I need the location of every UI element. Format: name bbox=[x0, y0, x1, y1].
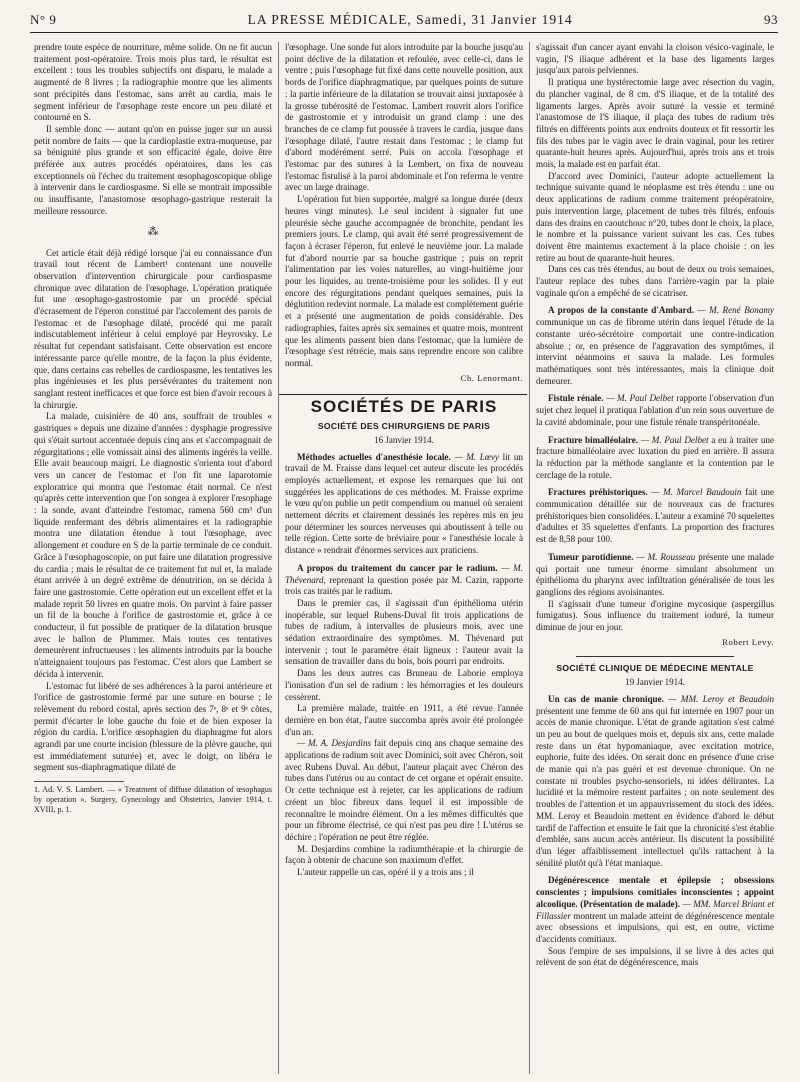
society-title: SOCIÉTÉ DES CHIRURGIENS DE PARIS bbox=[317, 421, 491, 432]
paragraph: prendre toute espèce de nourriture, même solide. On ne fit aucun traitement post-opératoire. Trois mois plus tard, le résultat est excellent : tous les troubles subjectifs ont disparu, le malade a augmenté de 8 livres ; la radiographie montre que les aliments sont précipités dans l'estomac, sans arrêt au cardia, mais le segment inférieur de l'œsophage reste encore un peu dilaté et contourné en S. bbox=[34, 42, 272, 123]
paragraph: La première malade, traitée en 1911, a été revue l'année dernière en bon état, l'autre succomba après avoir été prolongée d'un an. bbox=[285, 703, 523, 737]
entry bbox=[285, 563, 523, 598]
entry-text: présente une malade qui portait une tumeur énorme simulant absolument un épithélioma du pharynx avec infiltration généralisée de tous les ganglions des régions avoisinantes. bbox=[536, 551, 774, 597]
entry bbox=[536, 487, 774, 546]
issue-number: N° 9 bbox=[30, 12, 57, 27]
paragraph: La malade, cuisinière de 40 ans, souffrait de troubles « gastriques » depuis une dizaine d'années : dysphagie progressive qui s'était surtout accentuée depuis cinq ans et s'accompagnait de régurgitations ; elle vomissait ainsi des aliments ingérés la veille. Elle avait beaucoup maigri. Le diagnostic s'orienta tout d'abord vers un cancer de l'estomac et l'on fit une laparotomie exploratrice qui montra que l'estomac était normal. Ce n'est qu'après cette intervention que l'on songea à explorer l'œsophage : la sonde, avant d'atteindre l'estomac, ramena 560 cm³ d'un liquide renfermant des débris alimentaires et la radiographie montra une dilatation étendue à tout l'œsophage, avec allongement et coudure en S de la partie terminale de ce conduit. Grâce à l'œsophagoscopie, on put faire une dilatation progressive du cardia ; mais le résultat de ce traitement fut nul et, la malade étant arrivée à un degré extrême de dénutrition, on se décida à faire une gastrostomie. Cette opération eut un excellent effet et la malade reprit 50 livres en quatre mois. On parvint à faire passer un fil de la bouche à l'orifice de gastrostomie et, grâce à ce conducteur, il fut possible de pratiquer de la dilatation brusque avec le ballon de Plummer. Mais toutes ces tentatives demeurèrent infructueuses : les aliments introduits par la bouche n'atteignaient toujours pas l'estomac. C'est alors que Lambert se décida à intervenir. bbox=[34, 411, 272, 679]
section-separator bbox=[576, 656, 734, 657]
entry-author: — M. A. Desjardins bbox=[297, 738, 372, 749]
column-1 bbox=[30, 42, 276, 1074]
columns bbox=[30, 42, 778, 1074]
page-number: 93 bbox=[764, 12, 778, 27]
paragraph: s'agissait d'un cancer ayant envahi la cloison vésico-vaginale, le vagin, l'S iliaque adhérent et la base des ligaments larges jusqu'aux parois pelviennes. bbox=[536, 42, 774, 76]
entry-text: montrent un malade atteint de dégénérescence mentale avec obsessions et impulsions, qui est, en outre, victime d'accidents comitiaux. bbox=[536, 910, 774, 944]
paragraph: L'opération fut bien supportée, malgré sa longue durée (deux heures vingt minutes). Le seul incident à signaler fut une pleurésie sèche gauche accompagnée de bronchite, pendant les premiers jours. Le clamp, qui avait été serré progressivement de façon à écraser l'éperon, fut enlevé le neuvième jour. La malade fut d'abord nourrie par sa bouche gastrique ; puis on reprit l'alimentation par les voies naturelles, au vingt-huitième jour pour les liquides, au trente-troisième pour les solides. Il y eut encore des régurgitations pendant quelques semaines, puis la déglutition redevint normale. La malade est complètement guérie et a présenté une augmentation de poids considérable. Des radiographies, faites après six semaines et quatre mois, montrent que les aliments passent bien dans l'estomac, que la lumière de l'œsophage s'est rétrécie, mais sans reprendre encore son calibre normal. bbox=[285, 194, 523, 368]
entry-text: lit un travail de M. Fraisse dans lequel cet auteur discute les procédés employés actuellement, et expose les remarques que lui ont suggérées les applications de ces méthodes. M. Fraisse exprime le vœu qu'on publie un petit compendium ou manuel où seraient nettement décrits et clairement dessinés les repères mis en jeu pour déterminer les sources nerveuses qui aboutissent à telle ou telle région. Cette sorte de bréviaire pour « l'anesthésie locale à distance » rendrait d'énormes services aux praticiens. bbox=[285, 451, 523, 556]
paragraph: D'accord avec Dominici, l'auteur adopte actuellement la technique suivante quand le néoplasme est très étendu : une ou deux applications de radium comme traitement préopératoire, puis intervention large, placement de tubes très filtrés, enfouis dans des drains en caoutchouc n°20, tubes dont le choix, la place, le nombre et la puissance varient suivant les cas. Ces tubes doivent être maintenus exactement à la place choisie : on les retire au bout de quarante-huit heures. bbox=[536, 170, 774, 263]
entry-text: a eu à traiter une fracture bimalléolaire avec luxation du pied en arrière. Il assura la réduction par la méthode sanglante et la contention par le cerclage de la rotule. bbox=[536, 434, 774, 480]
column-2 bbox=[278, 42, 527, 1074]
paragraph: Dans ces cas très étendus, au bout de deux ou trois semaines, l'auteur replace des tubes dans l'arrière-vagin par la plaie vaginale qu'on a empêché de se cicatriser. bbox=[536, 264, 774, 298]
entry bbox=[536, 875, 774, 945]
entry-author: — MM. Leroy et Beaudoin bbox=[668, 693, 774, 704]
entry bbox=[536, 552, 774, 599]
paragraph: Il semble donc — autant qu'on en puisse juger sur un aussi petit nombre de faits — que la cardioplastie extra-muqueuse, par sa bénignité plus grande et son efficacité égale, doive être préférée aux autres procédés opératoires, dans les cas exceptionnels où l'échec du traitement œsophagoscopique oblige à intervenir dans le cardiospasme. Si elle se montrait impossible ou insuffisante, l'anastomose œsophago-gastrique resterait la meilleure ressource. bbox=[34, 123, 272, 216]
paragraph: L'estomac fut libéré de ses adhérences à la paroi antérieure et l'orifice de gastrostomie fermé par une suture en bourse ; le relèvement du rebord costal, après section des 7ᵉ, 8ᵉ et 9ᵉ côtes, permit d'écarter le lobe gauche du foie et de bien exposer la région du cardia. L'orifice œsophagien du diaphragme fut alors agrandi par une courte incision (blessure de la plèvre gauche, qui est immédiatement suturée) et, avec le doigt, on libéra le segment sus-diaphragmatique dilaté de bbox=[34, 680, 272, 773]
entry bbox=[285, 738, 523, 843]
entry-author: — M. Lœvy bbox=[454, 451, 499, 462]
paragraph: Dans le premier cas, il s'agissait d'un épithélioma utérin inopérable, sur lequel Rubens-Duval fit trois applications de tubes de radium, à intervalles de plusieurs mois, avec une sédation extraordinaire des symptômes. M. Thévenard put intervenir ; tout le paramètre était ligneux : l'auteur avait la sensation de travailler dans du bois, bois pourri par endroits. bbox=[285, 597, 523, 667]
entry bbox=[285, 452, 523, 557]
society-title: SOCIÉTÉ CLINIQUE DE MÉDECINE MENTALE bbox=[556, 663, 754, 674]
masthead bbox=[30, 12, 778, 33]
section-rule bbox=[279, 394, 527, 395]
entry-text: rapporte l'observation d'un sujet chez lequel il pratiqua l'ablation d'un rein sous ouverture de la cavité abdominale, pour une fistule rénale transpéritonéale. bbox=[536, 393, 774, 427]
entry-text: reprenant la question posée par M. Cazin, rapporte trois cas traités par le radium. bbox=[285, 574, 523, 597]
author-signature: Robert Levy. bbox=[722, 636, 774, 647]
entry-author: — M. Marcel Baudouin bbox=[651, 487, 742, 498]
asterism: ⁂ bbox=[147, 225, 159, 238]
entry-author: — M. Rousseau bbox=[636, 551, 696, 562]
entry-title: Fractures préhistoriques. bbox=[548, 487, 648, 498]
entry-text: fait depuis cinq ans chaque semaine des applications de radium soit avec Dominici, soit avec Chéron, soit avec Rubens Duval. Au début, l'auteur plaçait avec Chéron des tubes dans l'utérus ou au contact de cet organe et opérait ensuite. Or cette technique est à rejeter, car les applications de radium créent un bloc fibreux dans lequel il est impossible de reconnaître le moindre élément. On a les mêmes difficultés que pour un fibrome électrisé, ce qui n'est pas peu dire ! L'utérus se déchire ; l'opération ne peut être réglée. bbox=[285, 738, 523, 842]
journal-title: LA PRESSE MÉDICALE, Samedi, 31 Janvier 1914 bbox=[247, 12, 573, 27]
column-3 bbox=[529, 42, 778, 1074]
entry-text: fait une communication détaillée sur de nouveaux cas de fractures préhistoriques bien consolidées. L'auteur a examiné 70 squelettes d'adultes et 35 squelettes d'enfants. La proportion des fractures est de 8,58 pour 100. bbox=[536, 487, 774, 545]
entry-title: Un cas de manie chronique. bbox=[548, 693, 664, 704]
entry-title: Fistule rénale. bbox=[548, 393, 604, 404]
entry-author: — MM. Marcel Briant et Fillassier bbox=[536, 898, 774, 921]
entry-text: communique un cas de fibrome utérin dans lequel l'étude de la constante uréo-sécrétoire comportait une contre-indication absolue ; or, en présence de l'aggravation des symptômes, il intervint néanmoins et sauva la malade. Les formules mathématiques sont très intéressantes, mais la clinique doit demeurer. bbox=[536, 317, 774, 386]
session-date: 19 Janvier 1914. bbox=[625, 677, 685, 688]
entry-title: Fracture bimalléolaire. bbox=[548, 434, 639, 445]
entry-author: — M. Thévenard, bbox=[285, 562, 524, 585]
paragraph: Il s'agissait d'une tumeur d'origine mycosique (aspergillus fumigatus). Sous influence du traitement ioduré, la tumeur diminue de jour en jour. bbox=[536, 598, 774, 633]
entry-title: A propos du traitement du cancer par le radium. bbox=[297, 562, 498, 573]
newspaper-page bbox=[30, 12, 778, 1074]
entry-author: — M. Paul Delbet bbox=[640, 434, 709, 445]
paragraph: Sous l'empire de ses impulsions, il se livre à des actes qui relèvent de son état de dégénérescence, mais bbox=[536, 945, 774, 968]
entry-author: — M. René Bonamy bbox=[697, 305, 775, 316]
entry-title: Dégénérescence mentale et épilepsie ; obsessions conscientes ; impulsions comitiales inconscientes ; appoint alcoolique. (Présentation de malade). bbox=[536, 875, 774, 909]
paragraph: M. Desjardins combine la radiumthérapie et la chirurgie de façon à obtenir de chacune son maximum d'effet. bbox=[285, 843, 523, 866]
paragraph: Il pratiqua une hystérectomie large avec résection du vagin, du plancher vaginal, de 8 cm. d'S iliaque, et de la totalité des ligaments larges. Après avoir suturé la vessie et terminé l'anastomose de l'S iliaque, il plaça des tubes de radium très filtrés en différents points aux endroits douteux et fit ressortir les fils des tubes par le vagin avec le drain vaginal, pour les retirer quarante-huit heures après. Aujourd'hui, après trois ans et trois mois, la malade est en parfait état. bbox=[536, 77, 774, 170]
entry bbox=[536, 393, 774, 428]
entry bbox=[536, 305, 774, 387]
entry-title: A propos de la constante d'Ambard. bbox=[548, 305, 695, 316]
paragraph: Cet article était déjà rédigé lorsque j'ai eu connaissance d'un travail tout récent de Lambert¹ contenant une nouvelle observation d'intervention chirurgicale pour cardiospasme chronique avec dilatation de l'œsophage. L'opération pratiquée fut une œsophago-gastrostomie par un procédé spécial d'écrasement de l'éperon constitué par l'accolement des parois de l'estomac et de l'œsophage dilaté, procédé qui me paraît indiscutablement inférieur à celui employé par Heyrovsky. Le résultat fut cependant satisfaisant. Cette observation est encore intéressante parce qu'elle montre, de la façon la plus évidente, que, dans certains cas rebelles de cardiospasme, les tentatives les plus ingénieuses et les plus persévérantes du traitement non sanglant restent inefficaces et que force est bien d'avoir recours à la chirurgie. bbox=[34, 247, 272, 410]
section-title: SOCIÉTÉS DE PARIS bbox=[310, 397, 498, 417]
entry-text: présentent une femme de 60 ans qui fut internée en 1907 pour un accès de manie chronique. L'état de grande agitation s'est calmé un peu au bout de quelques mois et, depuis six ans, cette malade reste dans un état hypomaniaque, avec excitation motrice, euphorie, fuite des idées. On serait donc en présence d'une crise de manie qui n'a pas guéri et est devenue chronique. On ne constate ni troubles psycho-sensoriels, ni idées délirantes. La lucidité et la mémoire restent parfaites ; on note seulement des troubles de l'attention et un appauvrissement du stock des idées. MM. Leroy et Beaudoin mettent en évidence d'abord le début tardif de l'affection et ensuite le fait que la chronicité s'est établie d'emblée, sans aucun accès antérieur. Ils discutent la possibilité d'un léger affaiblissement intellectuel qu'ils rattachent à la sénilité plutôt qu'à l'état maniaque. bbox=[536, 705, 774, 868]
entry-author: — M. Paul Delbet bbox=[606, 393, 674, 404]
footnote: 1. Ad. V. S. Lambert. — « Treatment of diffuse dilatation of œsophagus by operation ». Surgery, Gynecology and Obstetrics, Janvier 1914, t. XVIII, p. 1. bbox=[34, 785, 272, 815]
footnote-rule bbox=[34, 781, 124, 782]
paragraph: l'œsophage. Une sonde fut alors introduite par la bouche jusqu'au point déclive de la dilatation et refoulée, avec celle-ci, dans le ventre ; puis l'œsophage fut fixé dans cette nouvelle position, aux bords de l'orifice diaphragmatique, par quelques points de suture : la partie inférieure de la dilatation se trouvait ainsi juxtaposée à la grosse tubérosité de l'estomac. Lambert rouvrit alors l'orifice de gastrostomie et y introduisit un grand clamp : une des branches de ce clamp fut poussée à travers le cardia, jusque dans l'œsophage dilaté, l'autre restait dans l'estomac ; le clamp fut d'abord modérément serré. Puis on accola l'œsophage et l'estomac par des sutures à la Lembert, on fixa de nouveau l'estomac fistulisé à la paroi abdominale et l'on referma le ventre avec un large drainage. bbox=[285, 42, 523, 193]
paragraph: Dans les deux autres cas Bruneau de Laborie employa l'ionisation d'un sel de radium : les hémorragies et les douleurs cessèrent. bbox=[285, 668, 523, 702]
session-date: 16 Janvier 1914. bbox=[374, 434, 434, 445]
entry bbox=[536, 694, 774, 870]
entry bbox=[536, 435, 774, 482]
entry-title: Tumeur parotidienne. bbox=[548, 551, 634, 562]
paragraph: L'auteur rappelle un cas, opéré il y a trois ans ; il bbox=[297, 867, 474, 878]
entry-title: Méthodes actuelles d'anesthésie locale. bbox=[297, 451, 451, 462]
author-signature: Ch. Lenormant. bbox=[460, 372, 523, 383]
